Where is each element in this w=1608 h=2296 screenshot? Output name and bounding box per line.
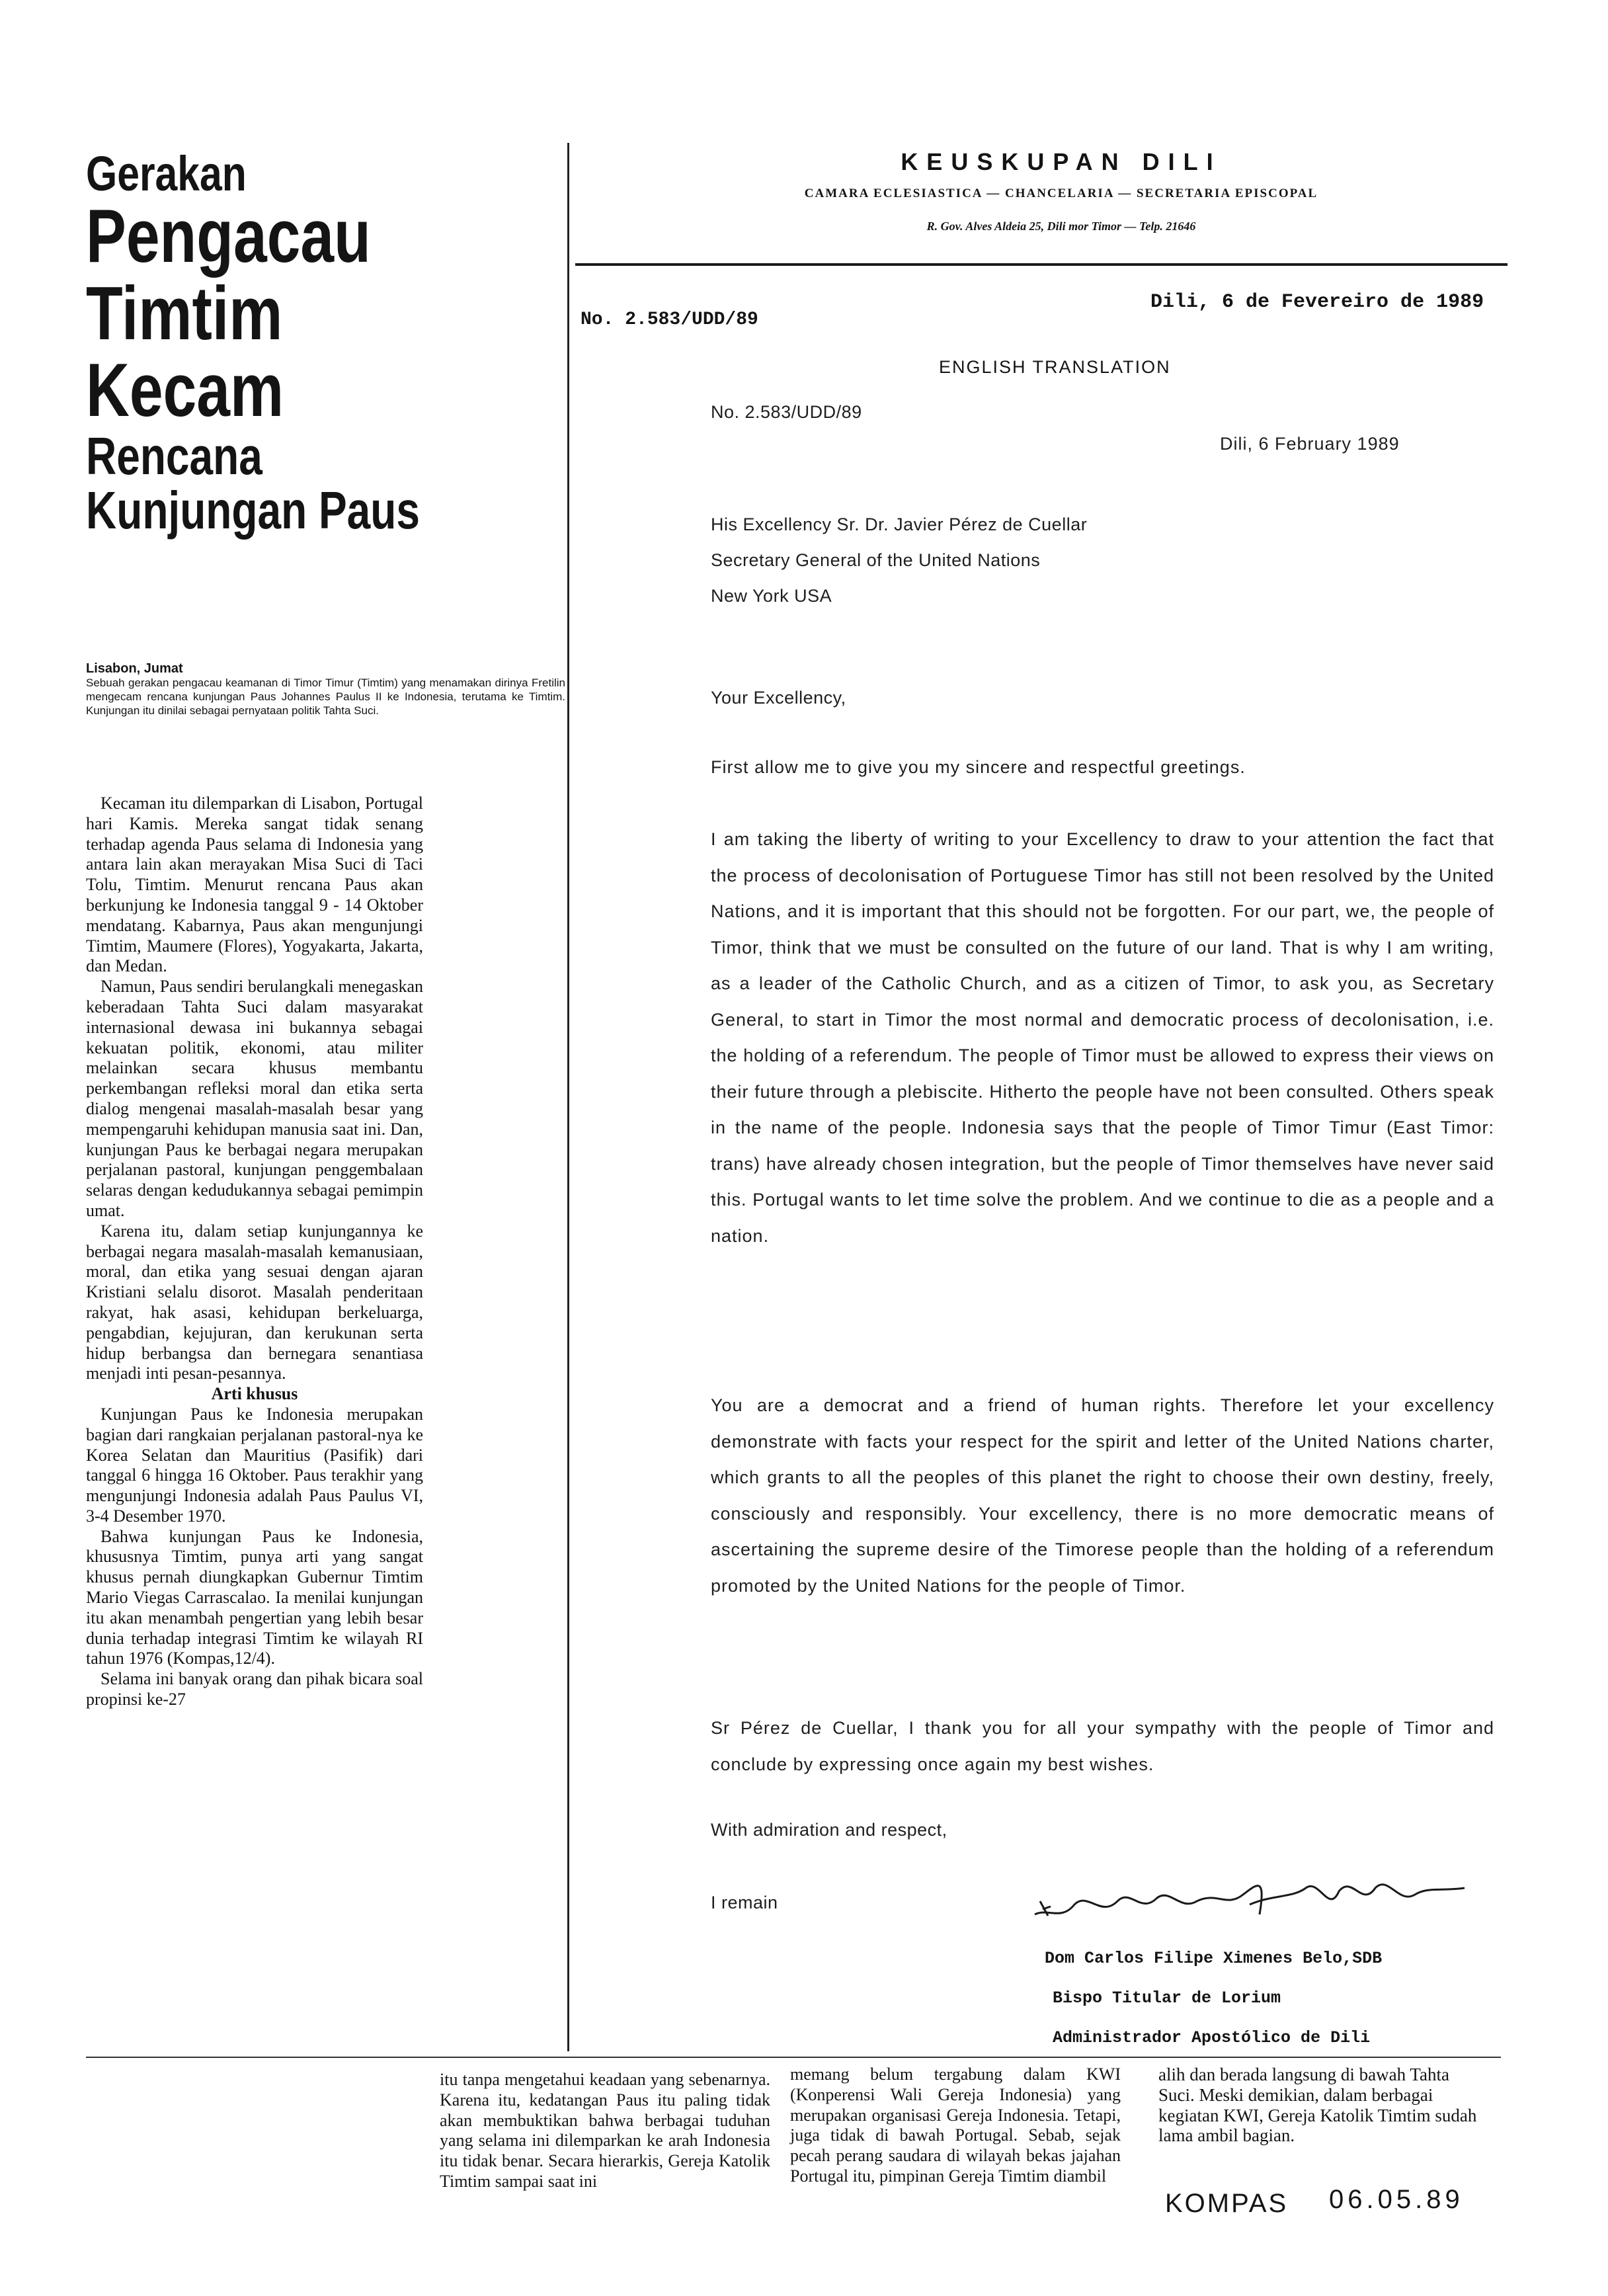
closing-remain: I remain — [711, 1893, 778, 1912]
article-paragraph: Karena itu, dalam setiap kunjungannya ke berbagai negara masalah-masalah kemanusiaan, moral, dan etika yang sesuai dengan ajaran Kristiani selalu disorot. Masalah penderitaan rakyat, hak asasi, kehidupan berkeluarga, pengabdian, kejujuran, dan kerukunan serta hidup berbangsa dan bernegara senantiasa menjadi inti pesan-pesannya. — [86, 1221, 423, 1383]
signer-title: Bispo Titular de Lorium — [1053, 1988, 1281, 2008]
signer-name: Dom Carlos Filipe Ximenes Belo,SDB — [1045, 1949, 1383, 1968]
letter-ref-original: No. 2.583/UDD/89 — [581, 309, 758, 330]
headline — [86, 146, 496, 540]
article-column-4 — [1158, 2065, 1489, 2146]
headline-line-1: Gerakan — [86, 146, 247, 201]
letter-ref: No. 2.583/UDD/89 — [711, 402, 862, 422]
signer-office: Administrador Apostólico de Dili — [1053, 2028, 1371, 2047]
recipient-block — [711, 507, 1087, 614]
source-label: KOMPAS — [1165, 2189, 1289, 2218]
article-column-3 — [790, 2065, 1121, 2187]
article-lead: Sebuah gerakan pengacau keamanan di Timor Timur (Timtim) yang menamakan dirinya Fretilin mengecam rencana kunjungan Paus Johannes Paulus II ke Indonesia, terutama ke Timtim. Kunjungan itu dinilai sebagai pernyataan politik Tahta Suci. — [86, 676, 565, 717]
headline-line-5: Rencana — [86, 427, 262, 486]
recipient-address: New York USA — [711, 586, 832, 606]
article-subhead: Arti khusus — [211, 1384, 298, 1404]
article-main-column — [86, 794, 423, 1710]
letter-date: Dili, 6 February 1989 — [1220, 434, 1400, 454]
letter-paragraph: You are a democrat and a friend of human rights. Therefore let your excellency demonstrate with facts your respect for the spirit and letter of the United Nations charter, which grants to all the peoples of this planet the right to choose their own destiny, freely, consciously and responsibly. Your excellency, there is no more democratic means of ascertaining the supreme desire of the Timorese people than the holding of a referendum promoted by the United Nations for the people of Timor. — [711, 1395, 1494, 1596]
publication-date: 06.05.89 — [1329, 2185, 1464, 2214]
letter-paragraph: I am taking the liberty of writing to your Excellency to draw to your attention the fact that the process of decolonisation of Portuguese Timor has still not been resolved by the United Nations, and it is important that this should not be forgotten. For our part, we, the people of Timor, think that we must be consulted on the future of our land. That is why I am writing, as a leader of the Catholic Church, and as a citizen of Timor, to ask you, as Secretary General, to start in Timor the most normal and democratic process of decolonisation, i.e. the holding of a referendum. The people of Timor must be allowed to express their views on their future through a plebiscite. Hitherto the people have not been consulted. Others speak in the name of the people. Indonesia says that the people of Timor Timur (East Timor: trans) have already chosen integration, but the people of Timor themselves have never said this. Portugal wants to let time solve the problem. And we continue to die as a people and a nation. — [711, 829, 1494, 1246]
closing-line: With admiration and respect, — [711, 1820, 947, 1840]
salutation: Your Excellency, — [711, 688, 846, 708]
article-paragraph: memang belum tergabung dalam KWI (Konperensi Wali Gereja Indonesia) yang merupakan organisasi Gereja Indonesia. Tetapi, juga tidak di bawah Portugal. Sebab, sejak pecah perang saudara di wilayah bekas jajahan Portugal itu, pimpinan Gereja Timtim diambil — [790, 2065, 1121, 2186]
article-paragraph: alih dan berada langsung di bawah Tahta Suci. Meski demikian, dalam berbagai kegiatan KWI, Gereja Katolik Timtim sudah lama ambil bagian. — [1158, 2065, 1477, 2146]
article-column-2 — [440, 2070, 770, 2192]
letterhead-rule — [575, 263, 1508, 266]
handwritten-signature — [1028, 1868, 1478, 1941]
article-paragraph: itu tanpa mengetahui keadaan yang sebenarnya. Karena itu, kedatangan Paus itu paling tidak akan membuktikan bahwa berbagai tuduhan yang selama ini dilemparkan ke arah Indonesia itu tidak benar. Secara hierarkis, Gereja Katolik Timtim sampai saat ini — [440, 2070, 770, 2191]
letter-date-original: Dili, 6 de Fevereiro de 1989 — [1150, 291, 1484, 313]
headline-line-3: Timtim — [86, 271, 283, 356]
article-dateline: Lisabon, Jumat — [86, 661, 183, 676]
signature-block — [1045, 1939, 1382, 2058]
article-paragraph: Namun, Paus sendiri berulangkali menegaskan keberadaan Tahta Suci dalam masyarakat internasional dewasa ini bukannya sebagai kekuatan politik, ekonomi, atau militer melainkan secara khusus membantu perkembangan refleksi moral dan etika serta dialog mengenai masalah-masalah besar yang mempengaruhi kehidupan manusia saat ini. Dan, kunjungan Paus ke berbagai negara merupakan perjalanan pastoral, kunjungan penggembalaan selaras dengan kedudukannya sebagai pemimpin umat. — [86, 977, 423, 1220]
recipient-title: Secretary General of the United Nations — [711, 550, 1041, 570]
headline-line-2: Pengacau — [86, 194, 371, 279]
letter-paragraph: First allow me to give you my sincere and respectful greetings. — [711, 757, 1246, 777]
article-paragraph: Selama ini banyak orang dan pihak bicara soal propinsi ke-27 — [86, 1669, 423, 1709]
article-paragraph: Kunjungan Paus ke Indonesia merupakan bagian dari rangkaian perjalanan pastoral-nya ke Korea Selatan dan Mauritius (Pasifik) dari tanggal 6 hingga 16 Oktober. Paus terakhir yang mengunjungi Indonesia adalah Paus Paulus VI, 3-4 Desember 1970. — [86, 1404, 423, 1526]
headline-line-4: Kecam — [86, 348, 284, 432]
column-divider — [567, 143, 569, 2051]
letterhead-address: R. Gov. Alves Aldeia 25, Dili mor Timor — Telp. 21646 — [926, 220, 1196, 233]
headline-line-6: Kunjungan Paus — [86, 480, 420, 540]
article-paragraph: Kecaman itu dilemparkan di Lisabon, Portugal hari Kamis. Mereka sangat tidak senang terhadap agenda Paus selama di Indonesia yang antara lain akan merayakan Misa Suci di Taci Tolu, Timtim. Menurut rencana Paus akan berkunjung ke Indonesia tanggal 9 - 14 Oktober mendatang. Kabarnya, Paus akan mengunjungi Timtim, Maumere (Flores), Yogyakarta, Jakarta, dan Medan. — [86, 794, 423, 976]
letterhead-chancery: CAMARA ECLESIASTICA — CHANCELARIA — SECRETARIA EPISCOPAL — [804, 186, 1318, 200]
recipient-name: His Excellency Sr. Dr. Javier Pérez de Cuellar — [711, 514, 1088, 534]
letterhead-org: KEUSKUPAN DILI — [901, 148, 1222, 175]
article-paragraph: Bahwa kunjungan Paus ke Indonesia, khususnya Timtim, punya arti yang sangat khusus pernah diungkapkan Gubernur Timtim Mario Viegas Carrascalao. Ia menilai kunjungan itu akan menambah pengertian yang lebih besar dunia terhadap integrasi Timtim ke wilayah RI tahun 1976 (Kompas,12/4). — [86, 1526, 423, 1668]
translation-label: ENGLISH TRANSLATION — [939, 357, 1171, 377]
letter-paragraph: Sr Pérez de Cuellar, I thank you for all your sympathy with the people of Timor and conclude by expressing once again my best wishes. — [711, 1718, 1494, 1774]
